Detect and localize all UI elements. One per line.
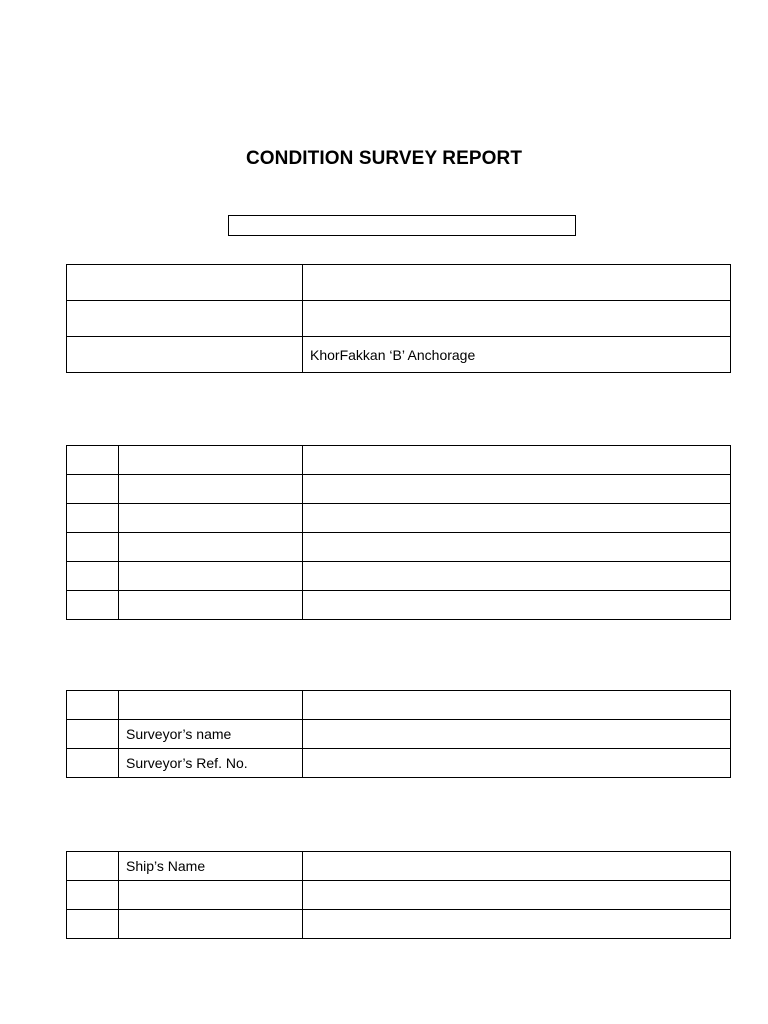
table-row	[67, 533, 731, 562]
surveyor-name-label: Surveyor’s name	[119, 720, 303, 749]
row-label	[119, 504, 303, 533]
row-value[interactable]	[303, 504, 731, 533]
table-row	[67, 337, 731, 373]
row-label	[67, 265, 303, 301]
row-label	[119, 910, 303, 939]
surveyor-table	[66, 690, 731, 778]
row-value[interactable]	[303, 881, 731, 910]
row-label	[119, 475, 303, 504]
row-label	[67, 301, 303, 337]
row-number	[67, 749, 119, 778]
row-number	[67, 720, 119, 749]
row-label	[119, 591, 303, 620]
row-label	[119, 881, 303, 910]
ship-table	[66, 851, 731, 939]
surveyor-ref-value[interactable]	[303, 749, 731, 778]
row-label	[119, 691, 303, 720]
row-value[interactable]	[303, 265, 731, 301]
row-number	[67, 504, 119, 533]
row-label	[67, 337, 303, 373]
table-row	[67, 691, 731, 720]
row-value[interactable]	[303, 301, 731, 337]
table-row	[67, 852, 731, 881]
row-number	[67, 562, 119, 591]
row-number	[67, 881, 119, 910]
row-label	[119, 446, 303, 475]
surveyor-ref-label: Surveyor’s Ref. No.	[119, 749, 303, 778]
table-row	[67, 504, 731, 533]
table-row	[67, 591, 731, 620]
table-row	[67, 881, 731, 910]
row-value[interactable]	[303, 910, 731, 939]
row-value[interactable]	[303, 591, 731, 620]
row-number	[67, 852, 119, 881]
row-label	[119, 562, 303, 591]
reference-field[interactable]	[228, 215, 576, 236]
ship-name-label: Ship’s Name	[119, 852, 303, 881]
table-row	[67, 265, 731, 301]
row-number	[67, 910, 119, 939]
table-row	[67, 720, 731, 749]
row-number	[67, 446, 119, 475]
row-value[interactable]	[303, 562, 731, 591]
row-value[interactable]	[303, 533, 731, 562]
report-title: CONDITION SURVEY REPORT	[245, 148, 523, 169]
row-value[interactable]	[303, 475, 731, 504]
row-number	[67, 691, 119, 720]
table-row	[67, 749, 731, 778]
general-info-table	[66, 264, 731, 373]
row-value[interactable]	[303, 446, 731, 475]
surveyor-name-value[interactable]	[303, 720, 731, 749]
table-row	[67, 562, 731, 591]
table-row	[67, 301, 731, 337]
table-row	[67, 475, 731, 504]
row-number	[67, 475, 119, 504]
row-number	[67, 533, 119, 562]
location-value[interactable]: KhorFakkan ‘B’ Anchorage	[303, 337, 731, 373]
table-row	[67, 910, 731, 939]
ship-name-value[interactable]	[303, 852, 731, 881]
row-value[interactable]	[303, 691, 731, 720]
details-table	[66, 445, 731, 620]
row-number	[67, 591, 119, 620]
row-label	[119, 533, 303, 562]
table-row	[67, 446, 731, 475]
